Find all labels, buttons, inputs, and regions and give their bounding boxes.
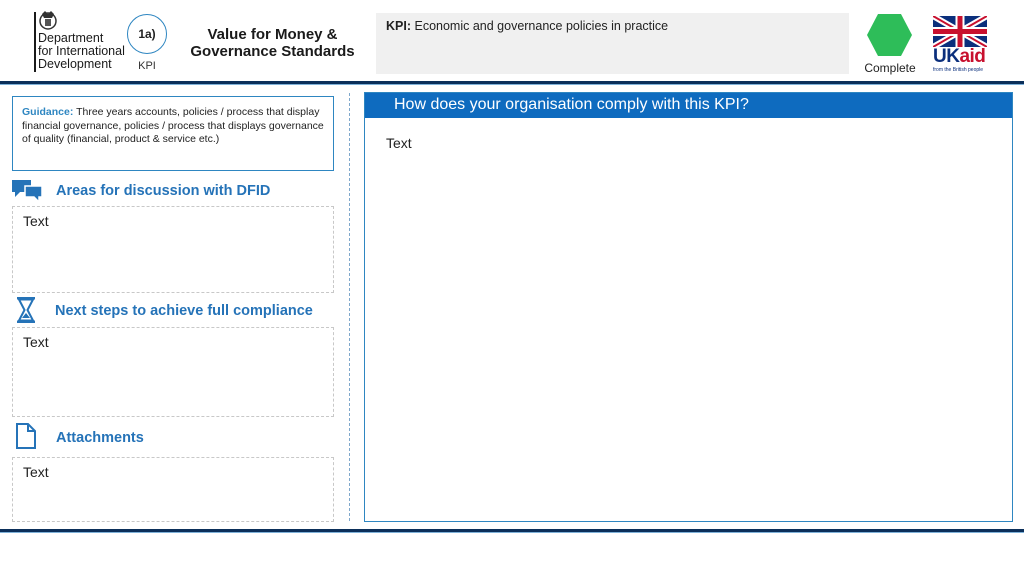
guidance-box [12,96,334,171]
kpi-number: 1a) [138,27,156,41]
discussion-text-box[interactable] [12,206,334,293]
ukaid-tagline: from the British people [933,67,984,73]
department-line-1: Department [38,31,104,45]
kpi-description-label: KPI: [386,19,411,33]
ukaid-logo [933,48,985,66]
column-divider [349,93,350,521]
page-title [180,26,365,60]
section-title-attachments: Attachments [56,430,144,446]
royal-crest-icon [36,10,60,32]
page-title-line-1: Value for Money & [207,26,338,43]
section-title-discussion: Areas for discussion with DFID [56,183,271,199]
status-label: Complete [864,61,916,75]
attachments-text: Text [23,464,49,480]
speech-bubbles-icon [11,178,43,204]
next-steps-text: Text [23,334,49,350]
kpi-number-badge [127,14,167,54]
ukaid-uk: UK [933,46,960,67]
union-flag-icon [933,16,987,47]
compliance-answer-text[interactable]: Text [386,135,412,151]
guidance-label: Guidance: [22,106,74,118]
kpi-description-text: Economic and governance policies in practice [414,19,669,33]
section-title-next-steps: Next steps to achieve full compliance [55,303,313,319]
discussion-text: Text [23,213,49,229]
ukaid-aid: aid [959,46,986,67]
page-title-line-2: Governance Standards [190,43,355,60]
attachments-text-box[interactable] [12,457,334,522]
guidance-text: Three years accounts, policies / process that display financial governance, policies / process that displays governance of quality (financial, product & service etc.) [22,106,324,145]
compliance-panel [364,92,1013,522]
department-line-2: for International [38,44,125,58]
kpi-caption: KPI [138,60,156,72]
kpi-description [386,19,668,33]
status-hexagon-icon [867,13,912,57]
department-name [38,32,125,71]
document-icon [14,423,46,449]
hourglass-icon [14,297,46,323]
footer-divider-accent [0,532,1024,533]
compliance-question: How does your organisation comply with this KPI? [394,96,749,113]
header-divider-accent [0,84,1024,85]
department-line-3: Development [38,57,112,71]
next-steps-text-box[interactable] [12,327,334,417]
